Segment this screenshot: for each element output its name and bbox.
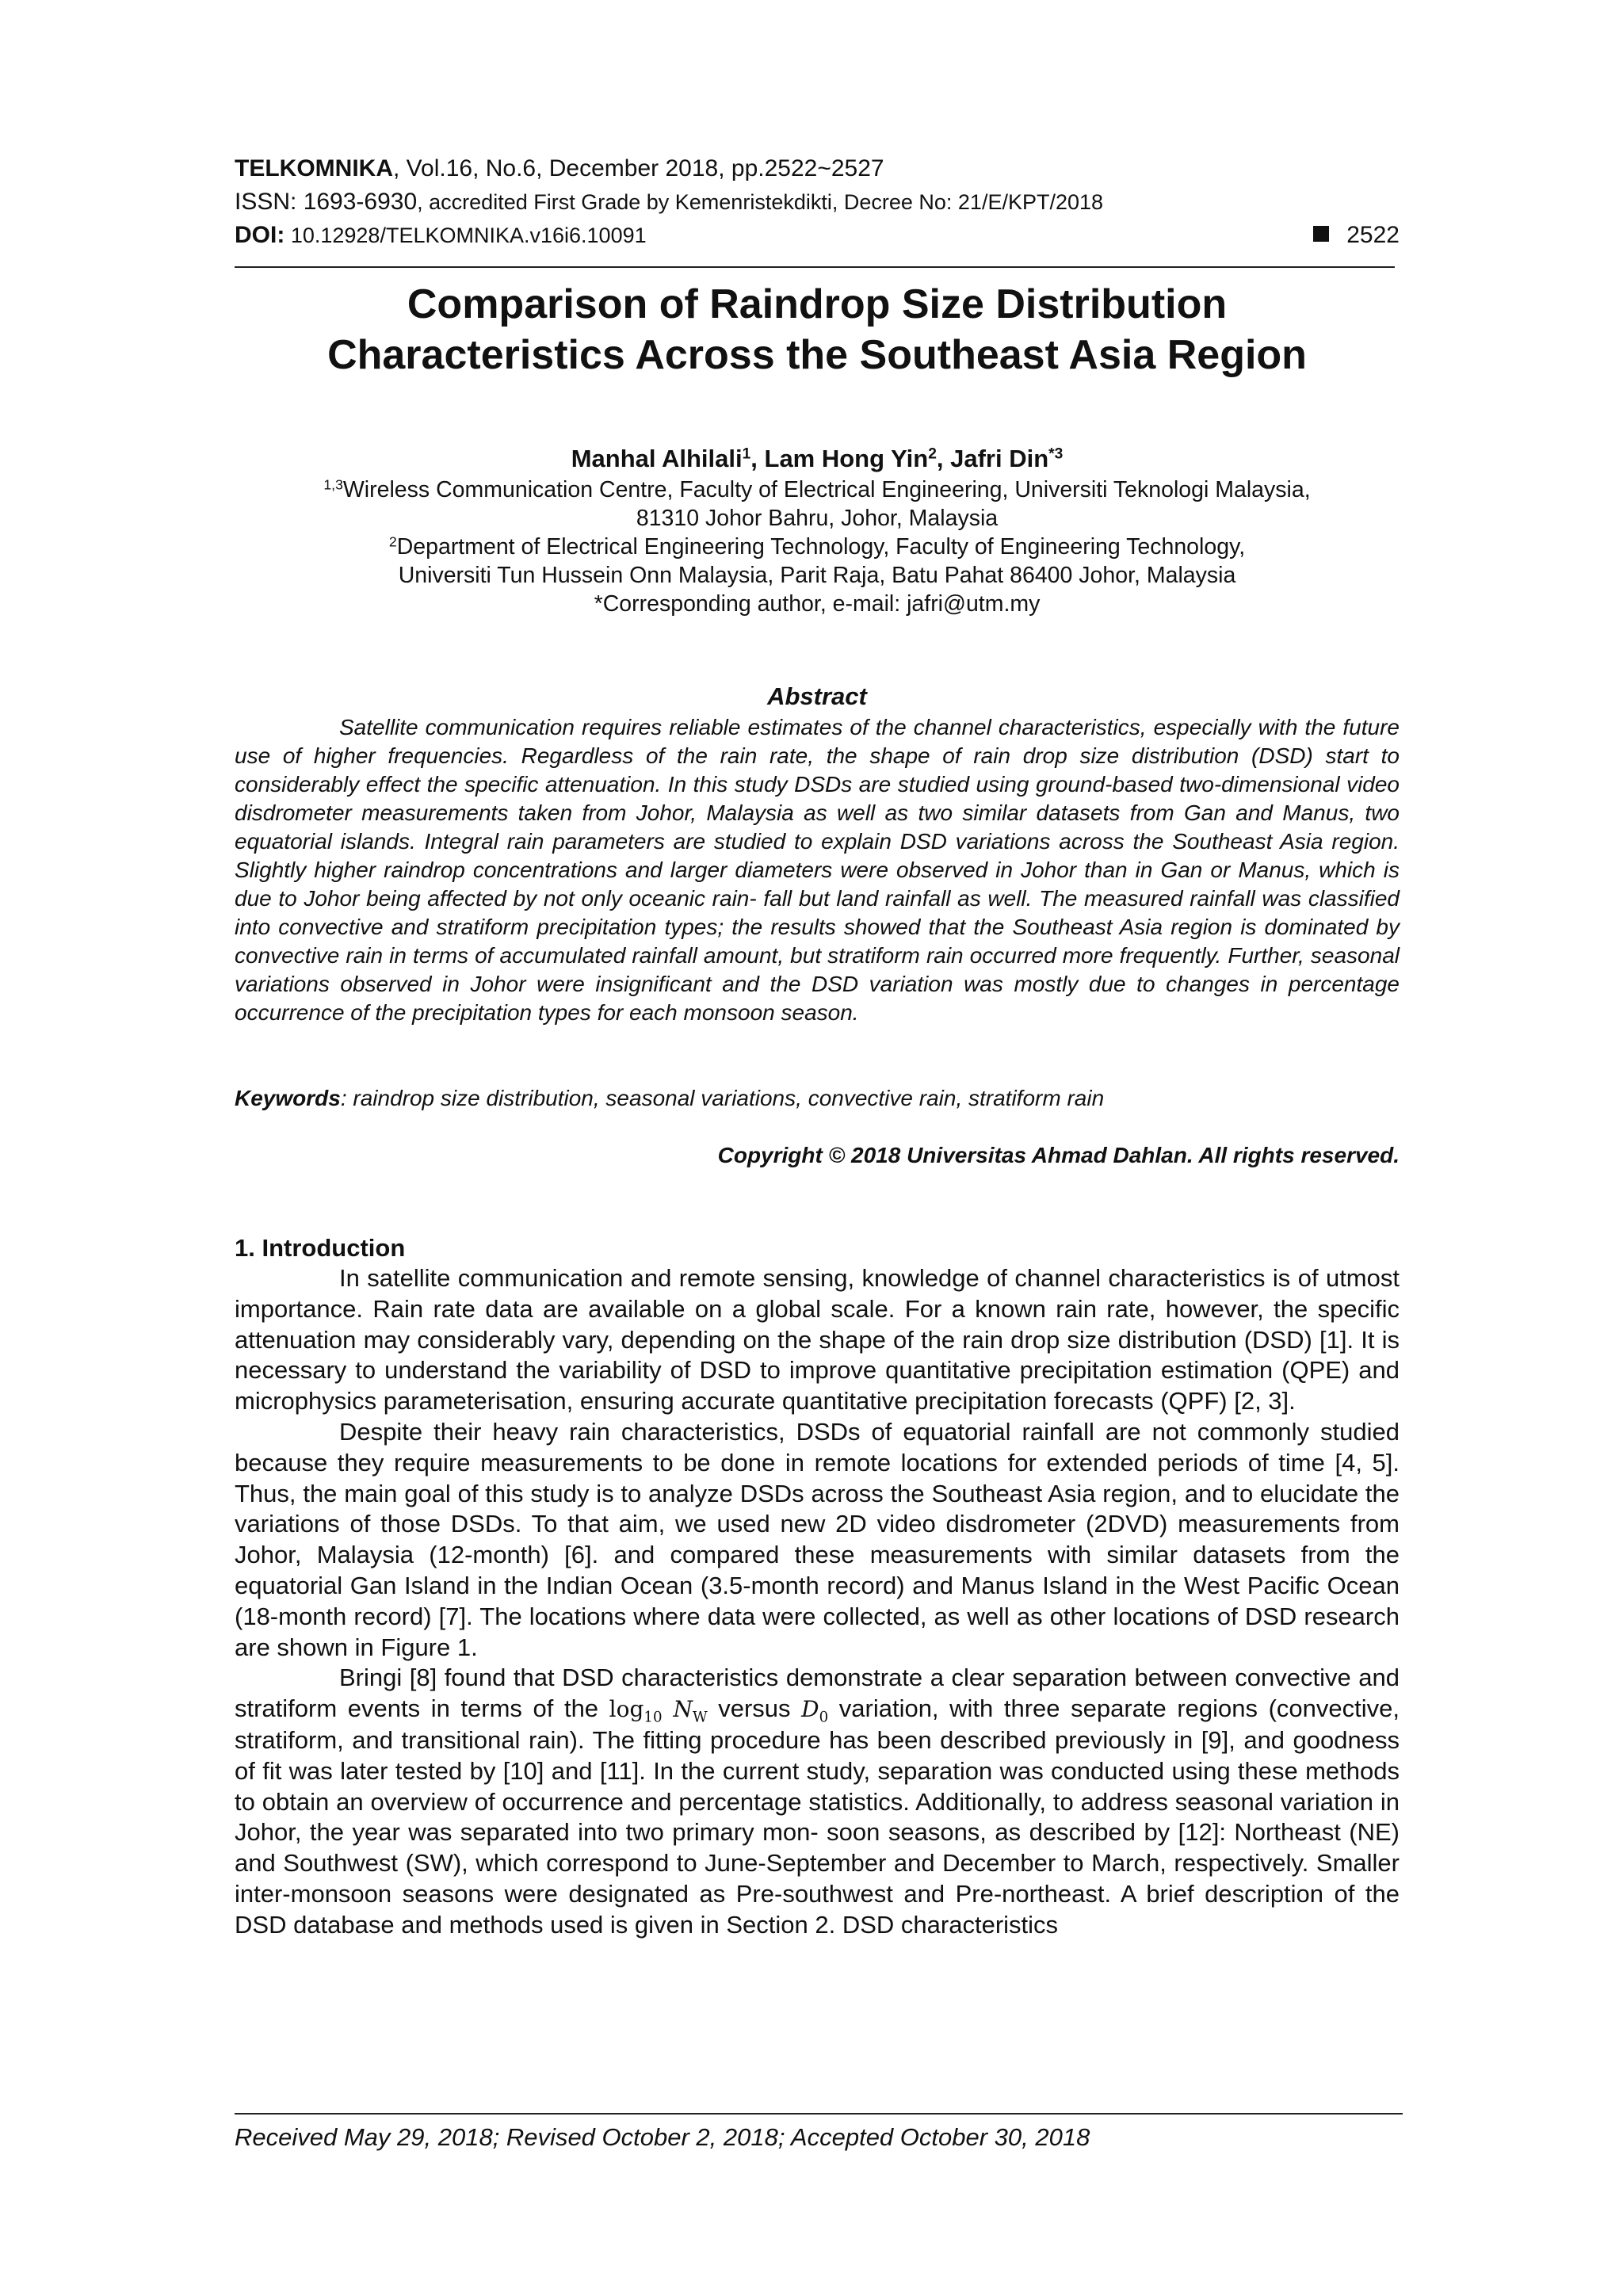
- introduction-body: [235, 1263, 1400, 1941]
- copyright-notice: Copyright © 2018 Universitas Ahmad Dahlan. All rights reserved.: [717, 1143, 1400, 1167]
- author-3-affil: *3: [1048, 445, 1064, 463]
- math-log-fn: log: [609, 1696, 644, 1723]
- author-list: [235, 444, 1400, 474]
- math-d0: [801, 1696, 829, 1726]
- doi-label: DOI:: [235, 222, 285, 248]
- intro-paragraph-3-part-a: Bringi [8] found that DSD characteristics demonstrate a clear separation between convective and stratiform events in terms of the: [235, 1664, 1400, 1723]
- intro-paragraph-3-part-c: variation, with three separate regions (convective, stratiform, and transitional rain). The fitting procedure has been described previously in [9], and goodness of fit was later tested by [10] and [11]. In the current study, separation was conducted using these methods to obtain an overview of occurrence and percentage statistics. Additionally, to address seasonal variation in Johor, the year was separated into two primary mon- soon seasons, as described by [12]: Northeast (NE) and Southwest (SW), which correspond to June-September and December to March, respectively. Smaller inter-monsoon seasons were designated as Pre-southwest and Pre-northeast. A brief description of the DSD database and methods used is given in Section 2. DSD characteristics: [235, 1694, 1400, 1939]
- intro-paragraph-1: In satellite communication and remote sensing, knowledge of channel characteristics is of utmost importance. Rain rate data are available on a global scale. For a known rain rate, however, the specific attenuation may considerably vary, depending on the shape of the rain drop size distribution (DSD) [1]. It is necessary to understand the variability of DSD to improve quantitative precipitation estimation (QPE) and microphysics parameterisation, ensuring accurate quantitative precipitation forecasts (QPF) [2, 3].: [235, 1264, 1400, 1415]
- issn-accreditation: , accredited First Grade by Kemenristekdikti, Decree No: 21/E/KPT/2018: [417, 190, 1104, 214]
- keywords-label: Keywords: [235, 1086, 341, 1110]
- affiliation-1-marker: 1,3: [323, 476, 343, 493]
- volume-info: , Vol.16, No.6, December 2018, pp.2522~2527: [392, 155, 884, 181]
- square-bullet-icon: [1313, 226, 1329, 242]
- math-log-base: 10: [643, 1709, 663, 1726]
- author-3: , Jafri Din: [936, 445, 1049, 472]
- intro-paragraph-3-part-b: versus: [707, 1694, 802, 1723]
- math-var-d: D: [801, 1696, 819, 1723]
- doi-value: 10.12928/TELKOMNIKA.v16i6.10091: [285, 223, 647, 247]
- author-1: Manhal Alhilali: [571, 445, 743, 472]
- author-2: , Lam Hong Yin: [750, 445, 929, 472]
- math-var-n-sub: W: [692, 1709, 708, 1726]
- abstract-text: Satellite communication requires reliable estimates of the channel characteristics, especially with the future use of higher frequencies. Regardless of the rain rate, the shape of rain drop size distribution (DSD) start to considerably effect the specific attenuation. In this study DSDs are studied using ground-based two-dimensional video disdrometer measurements taken from Johor, Malaysia as well as two similar datasets from Gan and Manus, two equatorial islands. Integral rain parameters are studied to explain DSD variations across the Southeast Asia region. Slightly higher raindrop concentrations and larger diameters were observed in Johor than in Gan or Manus, which is due to Johor being affected by not only oceanic rain- fall but land rainfall as well. The measured rainfall was classified into convective and stratiform precipitation types; the results showed that the Southeast Asia region is dominated by convective rain in terms of accumulated rainfall amount, but stratiform rain occurred more frequently. Further, seasonal variations observed in Johor were insignificant and the DSD variation was mostly due to changes in percentage occurrence of the precipitation types for each monsoon season.: [235, 715, 1400, 1025]
- abstract-heading: Abstract: [767, 682, 867, 710]
- affiliation-2-marker: 2: [388, 533, 397, 550]
- journal-name: TELKOMNIKA: [235, 155, 393, 181]
- header-doi-line: [235, 220, 647, 250]
- section-heading-introduction: 1. Introduction: [235, 1234, 406, 1262]
- title-line-2: Characteristics Across the Southeast Asia Region: [327, 332, 1307, 378]
- header-rule: [235, 266, 1395, 268]
- keywords-text: : raindrop size distribution, seasonal variations, convective rain, stratiform rain: [340, 1086, 1105, 1110]
- math-var-d-sub: 0: [819, 1709, 829, 1726]
- footer-dates: Received May 29, 2018; Revised October 2, 2018; Accepted October 30, 2018: [235, 2123, 1090, 2151]
- header-issn-line: [235, 187, 1103, 217]
- author-2-affil: 2: [928, 445, 937, 463]
- affiliation-1-text: Wireless Communication Centre, Faculty of Electrical Engineering, Universiti Teknologi Malaysia,: [342, 477, 1311, 502]
- affiliation-2-text: Department of Electrical Engineering Technology, Faculty of Engineering Technology,: [396, 534, 1246, 560]
- intro-paragraph-2: Despite their heavy rain characteristics, DSDs of equatorial rainfall are not commonly studied because they require measurements to be done in remote locations for extended periods of time [4, 5]. Thus, the main goal of this study is to analyze DSDs across the Southeast Asia region, and to elucidate the variations of those DSDs. To that aim, we used new 2D video disdrometer (2DVD) measurements from Johor, Malaysia (12-month) [6]. and compared these measurements with similar datasets from the equatorial Gan Island in the Indian Ocean (3.5-month record) and Manus Island in the West Pacific Ocean (18-month record) [7]. The locations where data were collected, as well as other locations of DSD research are shown in Figure 1.: [235, 1417, 1400, 1661]
- affiliation-1-line-1: [235, 476, 1400, 504]
- math-log10-nw: [609, 1696, 708, 1726]
- paper-title: [235, 279, 1400, 380]
- header-page-number: [1313, 220, 1400, 250]
- affiliations: [235, 476, 1400, 618]
- corresponding-author: *Corresponding author, e-mail: jafri@utm.my: [594, 591, 1041, 617]
- issn-label: ISSN: 1693-6930: [235, 189, 418, 215]
- header-journal-line: [235, 154, 884, 184]
- page-number: 2522: [1346, 222, 1400, 248]
- math-var-n: N: [673, 1696, 693, 1723]
- affiliation-2-line-1: [235, 533, 1400, 561]
- title-line-1: Comparison of Raindrop Size Distribution: [407, 281, 1228, 327]
- keywords: [235, 1084, 1400, 1113]
- intro-paragraph-3: [235, 1663, 1400, 1940]
- footer-rule: [235, 2113, 1403, 2115]
- author-1-affil: 1: [742, 445, 751, 463]
- affiliation-1-line-2: 81310 Johor Bahru, Johor, Malaysia: [636, 506, 999, 531]
- affiliation-2-line-2: Universiti Tun Hussein Onn Malaysia, Parit Raja, Batu Pahat 86400 Johor, Malaysia: [398, 563, 1236, 588]
